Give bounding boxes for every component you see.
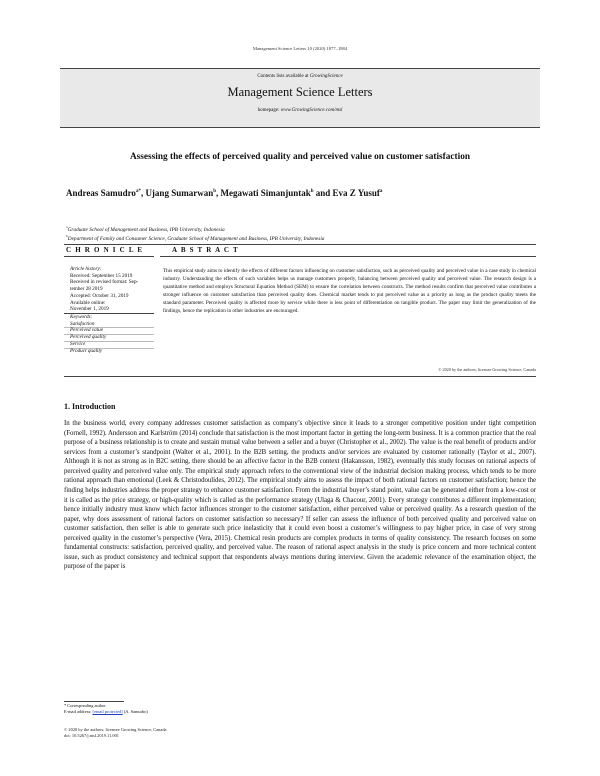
journal-title: Management Science Letters [227, 85, 373, 99]
history-entry: Received in revised format: Sep- [70, 279, 139, 286]
affiliation-mark: a [66, 225, 68, 229]
journal-homepage [60, 108, 540, 113]
author-name: Andreas Samudro [66, 188, 136, 198]
author-affiliation-mark: a [379, 189, 383, 194]
author-affiliation-mark: a* [135, 189, 141, 194]
history-entry: Accepted: October 31, 2019 [70, 292, 129, 299]
author-affiliation-mark: b [310, 189, 314, 194]
affiliation-text: Department of Family and Consumer Science, Graduate School of Management and Business, IPB University, Indonesia [67, 235, 325, 242]
contents-availability [60, 74, 540, 79]
section-heading-introduction: 1. Introduction [64, 402, 116, 411]
email-prefix: E-mail address: [64, 709, 93, 714]
growing-science-link[interactable]: GrowingScience [309, 74, 343, 79]
keyword: Perceived quality [70, 334, 107, 341]
footer-copyright: © 2020 by the authors; licensee Growing Science, Canada [64, 727, 167, 732]
keywords-label: Keywords: [70, 314, 93, 320]
divider [64, 244, 536, 245]
history-entry: November 1, 2019 [70, 306, 109, 313]
affiliation-text: Graduate School of Management and Business, IPB University, Indonesia [67, 226, 225, 233]
author-name: Eva Z Yusuf [332, 188, 380, 198]
author-name: Megawati Simanjuntak [220, 188, 311, 198]
corresponding-author-note: * Corresponding author. [64, 703, 107, 708]
footer-doi: doi: 10.5267/j.msl.2019.11.001 [64, 733, 119, 738]
keyword: Service [70, 340, 86, 347]
keyword: Satisfaction [70, 320, 95, 327]
divider [64, 256, 154, 257]
article-history-label: Article history: [70, 266, 102, 272]
introduction-text: In the business world, every company addresses customer satisfaction as company’s objective since it leads to a stronger competitive position under tight competition (Fornell, 1992). Andersson and Karlström (2014) conclude that satisfaction is the most important factor in getting the long-term business. It is a common practice that the real purpose of a business relationship is to create and sustain mutual value between a seller and a buyer (Christopher et al., 2002). The value is the real benefit of products and/or services from a customer’s standpoint (Walter et al., 2001). In the B2B setting, the products and/or services are evaluated by customer rationally (Taylor et al., 2007). Although it is not as strong as in B2C setting, there should be an affective factor in the B2B context (Hakansson, 1982), eventually this study focuses on rational aspects of perceived quality and perceived value only. The empirical study approach refers to the conventional view of the industrial decision making process, which tends to be more rational approach than emotional (Leek & Christodoulides, 2012). The empirical study aims to assess the impact of both rational factors on customer satisfaction; hence the finding helps industries address the proper strategy to enhance customer satisfaction. From the industrial buyer’s stand point, value can be generated either from a low-cost or it is called as the price strategy, or high-quality which is called as the performance strategy (Ulaga & Chacour, 2001). Every strategy contributes a different implementation; hence initially industry must know which factor influences stronger to the customer satisfaction, either perceived value or perceived quality. As a research question of the paper, why does assessment of rational factors on customer satisfaction so necessary? If seller can assess the influence of both perceived quality and perceived value on customer satisfaction, then seller is able to generate such price inelasticity that it could even boost a customer’s willingness to pay higher price, in case of very strong perceived quality in the customer’s perspective (Vera, 2015). Chemical resin products are complex products in terms of quality consistency. The research focuses on some fundamental constructs: satisfaction, perceived quality, and perceived value. The reason of rational aspect analysis in the study is price concern and more technical content issue, such as product consistency and technical support that respondents always mentions during interview. Given the academic relevance of the examination object, the purpose of the paper is [64, 420, 536, 571]
abstract-copyright: © 2020 by the authors; licensee Growing Science, Canada [438, 367, 536, 372]
running-head: Management Science Letters 10 (2020) 1877–1884 [252, 46, 348, 51]
email-suffix: (A. Samudro) [122, 709, 148, 714]
footnote-divider [64, 701, 124, 702]
paper-title: Assessing the effects of perceived quality and perceived value on customer satisfaction [129, 152, 471, 162]
divider [160, 256, 536, 257]
affiliation-a [66, 225, 225, 233]
email-link[interactable]: [email protected] [92, 709, 123, 714]
contents-prefix: Contents lists available at [257, 74, 310, 79]
divider [64, 376, 536, 377]
affiliation-mark: b [66, 234, 68, 238]
email-line [64, 709, 148, 715]
keyword: Product quality [70, 347, 103, 354]
author-affiliation-mark: b [213, 189, 216, 194]
abstract-text: This empirical study aims to identify the effects of different factors influencing on customer satisfaction, such as perceived quality and perceived value in a case study in chemical industry. Understanding the effects of such variables helps us manage customers properly, balancing between perceived quality and perceived value. The research design is a quantitative method and employs Structural Equation Method (SEM) to ensure the correlation between constructs. The method results confirm that perceived value contributes a stronger influence on customer satisfaction than perceived quality does. Chemical market tends to put perceived value as a priority as long as the product quality meets the standard parameter. Perceived quality is affected more by service while there is less point of differentiation on tangible product. The paper may limit the generalization of the findings, hence the replication in other industries are encouraged. [163, 268, 536, 314]
homepage-prefix: homepage: [257, 108, 281, 113]
author-name: Ujang Sumarwan [145, 188, 214, 198]
history-entry: Available online: [70, 299, 106, 306]
journal-masthead [60, 68, 540, 128]
author-list: Andreas Samudro$^{a*}$, Ujang Sumarwan$^b$, Megawati Simanjuntak$^b$ and Eva Z Yusuf$^a$ [66, 188, 383, 198]
history-entry: Received: September 15 2019 [70, 272, 133, 279]
keyword: Perceived value [70, 327, 104, 334]
homepage-link[interactable]: www.GrowingScience.com/msl [280, 108, 343, 113]
affiliation-b [66, 234, 324, 242]
chronicle-heading: C H R O N I C L E [66, 246, 144, 254]
abstract-heading: A B S T R A C T [172, 246, 239, 254]
history-entry: tember 28 2019 [70, 286, 103, 293]
